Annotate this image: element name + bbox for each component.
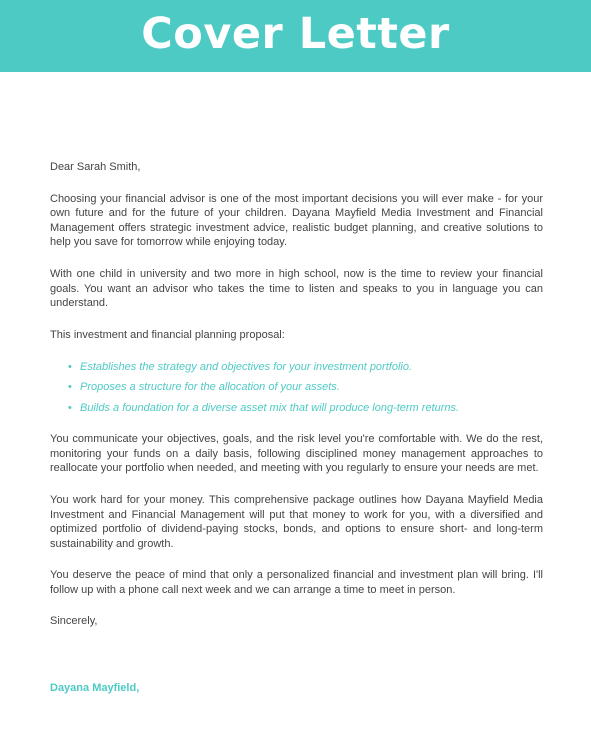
letter-paragraph: Choosing your financial advisor is one of the most important decisions you will ever make - for your own future and for the future of your children. Dayana Mayfield Media Investment and Financial Management offers strategic investment advice, realistic budget planning, and creative solutions to help you save for tomorrow while enjoying today. [50, 192, 543, 249]
bullet-icon: • [68, 401, 72, 414]
list-item-text: Establishes the strategy and objectives for your investment portfolio. [80, 361, 413, 374]
letter-paragraph: You communicate your objectives, goals, and the risk level you're comfortable with. We do the rest, monitoring your funds on a daily basis, following disciplined money management approaches to reallocate your portfolio when needed, and meeting with you regularly to ensure your needs are met. [50, 433, 543, 475]
list-intro: This investment and financial planning proposal: [50, 328, 285, 341]
header-banner [0, 0, 591, 72]
bullet-icon: • [68, 361, 72, 374]
list-item [68, 401, 543, 416]
list-item [68, 380, 543, 395]
list-item [68, 360, 543, 375]
list-item-text: Builds a foundation for a diverse asset mix that will produce long-term returns. [80, 401, 460, 414]
letter-signature: Dayana Mayfield, [50, 682, 140, 694]
letter-body [50, 160, 543, 629]
letter-paragraph: You deserve the peace of mind that only a personalized financial and investment plan will bring. I'll follow up with a phone call next week and we can arrange a time to meet in person. [50, 569, 543, 596]
list-item-text: Proposes a structure for the allocation of your assets. [80, 381, 340, 394]
letter-paragraph: With one child in university and two more in high school, now is the time to review your financial goals. You want an advisor who takes the time to listen and speaks to you in language you can understand. [50, 267, 543, 310]
letter-greeting: Dear Sarah Smith, [50, 161, 141, 173]
letter-closing: Sincerely, [50, 615, 98, 628]
letter-paragraph: You work hard for your money. This comprehensive package outlines how Dayana Mayfield Media Investment and Financial Management will put that money to work for you, with a diversified and optimized portfolio of dividend-paying stocks, bonds, and options to ensure short- and long-term sustainability and growth. [50, 493, 543, 550]
bullet-icon: • [68, 381, 72, 394]
page-title: Cover Letter [141, 9, 450, 59]
proposal-bullet-list [50, 360, 543, 415]
